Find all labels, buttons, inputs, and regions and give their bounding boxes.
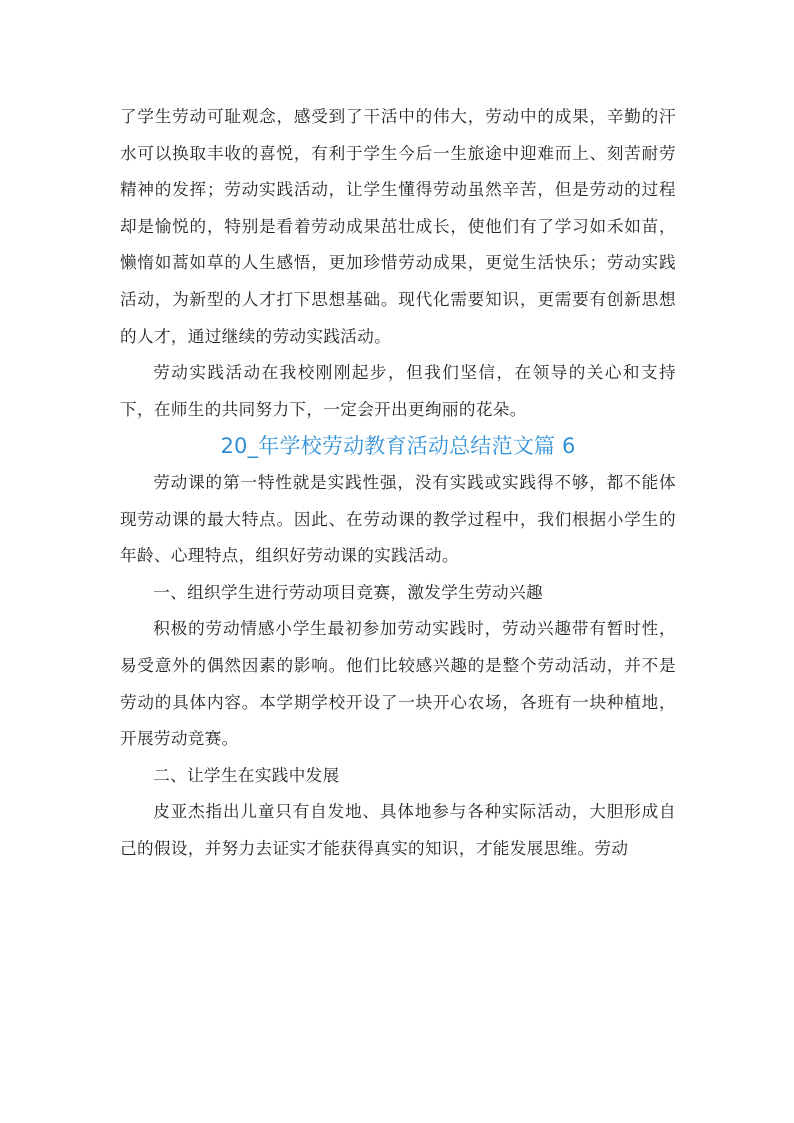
paragraph-interest: 积极的劳动情感小学生最初参加劳动实践时，劳动兴趣带有暂时性，易受意外的偶然因素的影响。他们比较感兴趣的是整个劳动活动，并不是劳动的具体内容。本学期学校开设了一块开心农场，各班有一块种植地，开展劳动竞赛。 [120,619,676,749]
document-body [120,99,676,867]
paragraph-continued: 了学生劳动可耻观念，感受到了干活中的伟大，劳动中的成果，辛勤的汗水可以换取丰收的喜悦，有利于学生今后一生旅途中迎难而上、刻苦耐劳精神的发挥；劳动实践活动，让学生懂得劳动虽然辛苦，但是劳动的过程却是愉悦的，特别是看着劳动成果茁壮成长，使他们有了学习如禾如苗，懒惰如蒿如草的人生感悟，更加珍惜劳动成果，更觉生活快乐；劳动实践活动，为新型的人才打下思想基础。现代化需要知识，更需要有创新思想的人才，通过继续的劳动实践活动。 [120,107,676,346]
paragraph-intro: 劳动课的第一特性就是实践性强，没有实践或实践得不够，都不能体现劳动课的最大特点。因此、在劳动课的教学过程中，我们根据小学生的年龄、心理特点，组织好劳动课的实践活动。 [120,472,676,566]
subheading-two: 二、让学生在实践中发展 [153,765,340,785]
paragraph-conclusion: 劳动实践活动在我校刚刚起步，但我们坚信，在领导的关心和支持下，在师生的共同努力下，一定会开出更绚丽的花朵。 [120,363,676,419]
section-heading: 20_年学校劳动教育活动总结范文篇 6 [220,434,576,459]
subheading-one: 一、组织学生进行劳动项目竞赛，激发学生劳动兴趣 [153,582,543,602]
paragraph-piaget: 皮亚杰指出儿童只有自发地、具体地参与各种实际活动，大胆形成自己的假设，并努力去证实才能获得真实的知识，才能发展思维。劳动 [120,802,676,858]
